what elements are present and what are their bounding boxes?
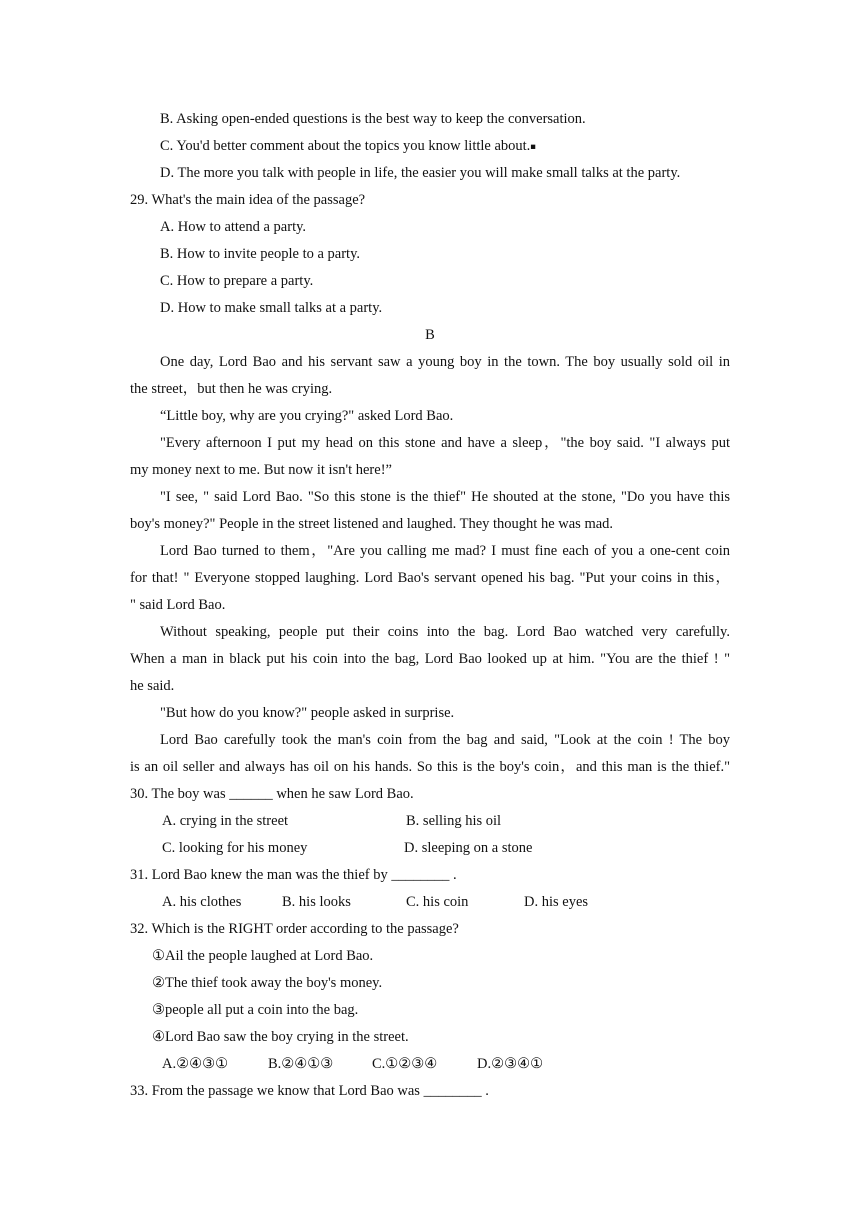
q31-option-c: C. his coin — [406, 894, 469, 910]
q29-option-c: C. How to prepare a party. — [160, 273, 314, 289]
q32-statement-2: ②The thief took away the boy's money. — [152, 975, 383, 991]
passage-line: "I see, " said Lord Bao. "So this stone is the thief" He shouted at the stone, "Do you have this — [160, 489, 730, 505]
passage-line: boy's money?" People in the street listened and laughed. They thought he was mad. — [130, 516, 614, 532]
passage-line: One day, Lord Bao and his servant saw a young boy in the town. The boy usually sold oil in — [160, 354, 730, 370]
passage-line: “Little boy, why are you crying?" asked Lord Bao. — [160, 408, 454, 424]
q28-option-d: D. The more you talk with people in life, the easier you will make small talks at the party. — [160, 165, 681, 181]
passage-line: Lord Bao carefully took the man's coin from the bag and said, "Look at the coin ! The boy — [160, 732, 730, 748]
passage-line: my money next to me. But now it isn't here!” — [130, 462, 392, 478]
passage-line: When a man in black put his coin into the bag, Lord Bao looked up at him. "You are the thief ! " — [130, 651, 730, 667]
q30-question: 30. The boy was ______ when he saw Lord Bao. — [130, 786, 414, 802]
q30-option-b: B. selling his oil — [406, 813, 502, 829]
q31-option-b: B. his looks — [282, 894, 351, 910]
q32-option-b: B.②④①③ — [268, 1056, 334, 1072]
passage-line: "Every afternoon I put my head on this stone and have a sleep，"the boy said. "I always put — [160, 435, 730, 451]
q31-option-a: A. his clothes — [162, 894, 242, 910]
q32-option-d: D.②③④① — [477, 1056, 544, 1072]
q29-option-b: B. How to invite people to a party. — [160, 246, 361, 262]
q32-statement-1: ①Ail the people laughed at Lord Bao. — [152, 948, 374, 964]
passage-line: Lord Bao turned to them，"Are you calling me mad? I must fine each of you a one-cent coin — [160, 543, 730, 559]
q31-option-d: D. his eyes — [524, 894, 589, 910]
q32-option-c: C.①②③④ — [372, 1056, 438, 1072]
passage-line: Without speaking, people put their coins into the bag. Lord Bao watched very carefully. — [160, 624, 730, 640]
q33-question: 33. From the passage we know that Lord Bao was ________ . — [130, 1083, 489, 1099]
q28-option-c — [160, 136, 536, 157]
passage-line: the street，but then he was crying. — [130, 381, 333, 397]
q29-option-a: A. How to attend a party. — [160, 219, 307, 235]
q31-question: 31. Lord Bao knew the man was the thief by ________ . — [130, 867, 457, 883]
q32-option-a: A.②④③① — [162, 1056, 229, 1072]
q29-option-d: D. How to make small talks at a party. — [160, 300, 383, 316]
q32-statement-4: ④Lord Bao saw the boy crying in the street. — [152, 1029, 409, 1045]
passage-line: he said. — [130, 678, 175, 694]
q30-option-d: D. sleeping on a stone — [404, 840, 533, 856]
passage-line: " said Lord Bao. — [130, 597, 226, 613]
q30-option-a: A. crying in the street — [162, 813, 289, 829]
q28-option-c-text: C. You'd better comment about the topics you know little about. — [160, 138, 531, 154]
q28-option-b: B. Asking open-ended questions is the best way to keep the conversation. — [160, 111, 586, 127]
watermark-mark: ■ — [530, 141, 536, 152]
q32-question: 32. Which is the RIGHT order according to the passage? — [130, 921, 459, 937]
passage-line: for that! " Everyone stopped laughing. Lord Bao's servant opened his bag. "Put your coins in this， — [130, 570, 730, 586]
section-heading: B — [425, 327, 435, 343]
q29-question: 29. What's the main idea of the passage? — [130, 192, 366, 208]
q30-option-c: C. looking for his money — [162, 840, 308, 856]
passage-line: "But how do you know?" people asked in surprise. — [160, 705, 455, 721]
passage-line: is an oil seller and always has oil on his hands. So this is the boy's coin，and this man is the thief." — [130, 759, 730, 775]
q32-statement-3: ③people all put a coin into the bag. — [152, 1002, 359, 1018]
